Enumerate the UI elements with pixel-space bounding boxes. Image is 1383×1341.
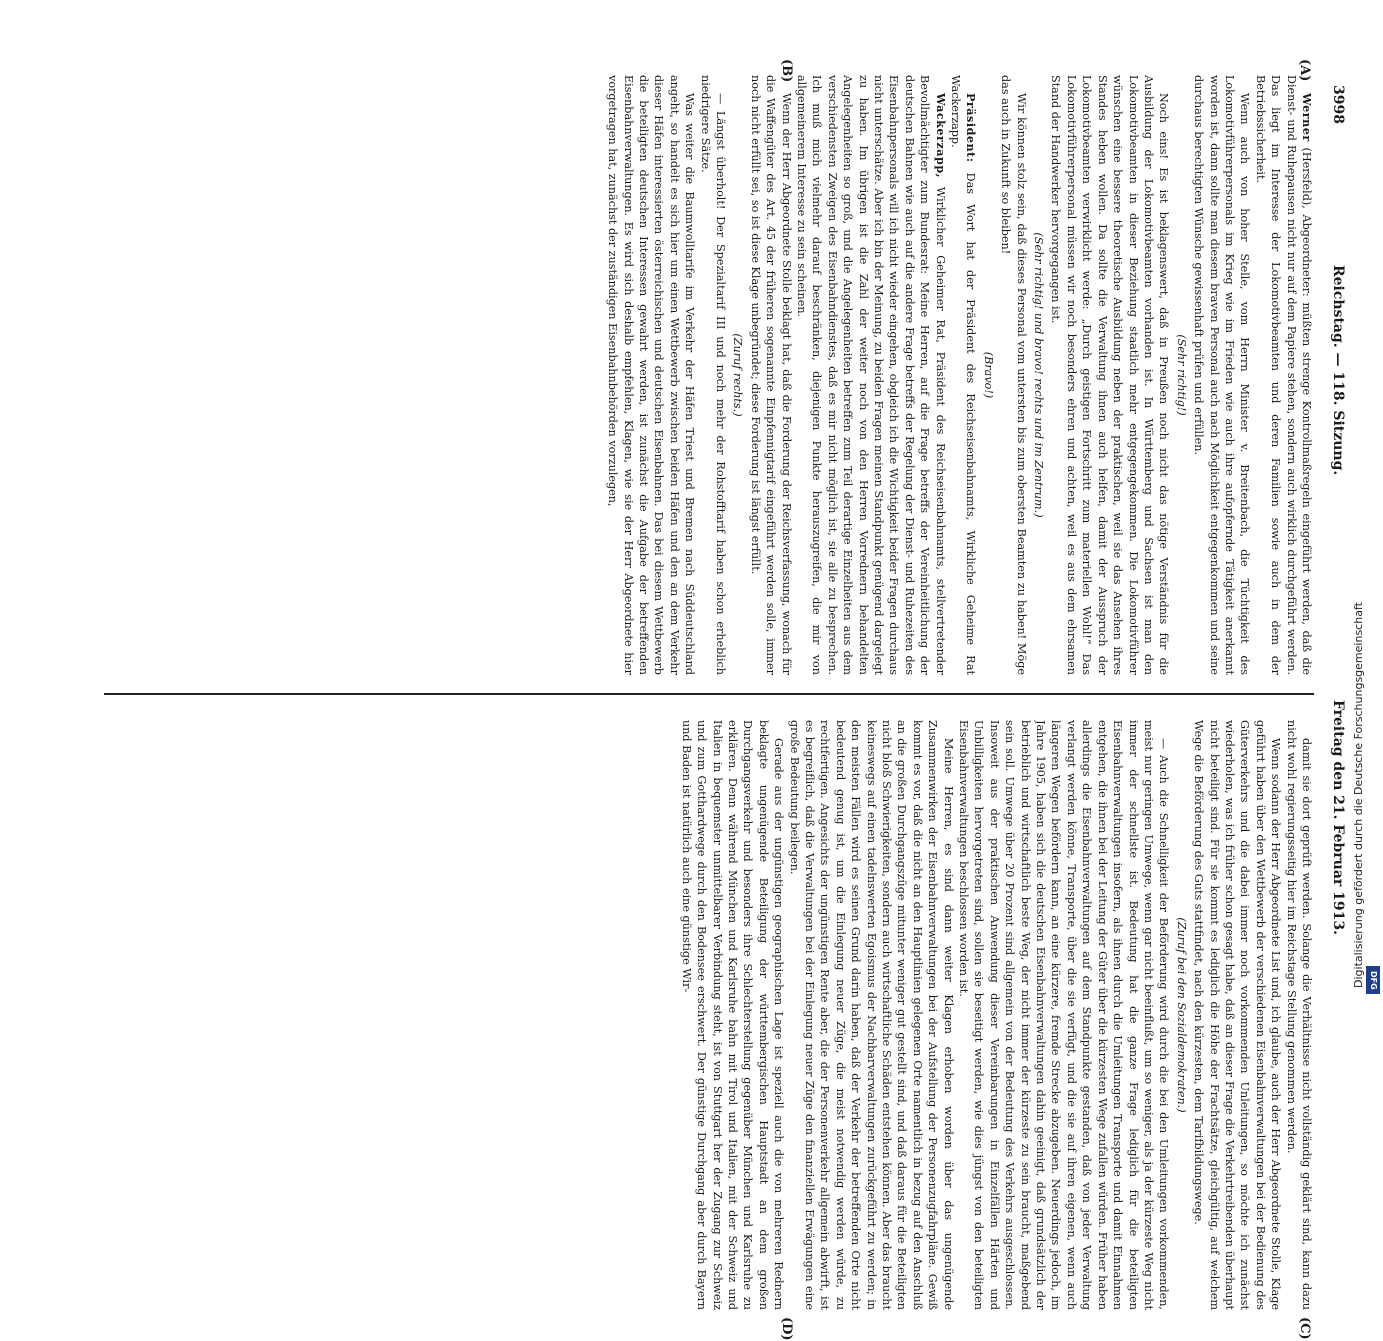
paragraph bbox=[998, 75, 1029, 675]
paragraph-text: — Auch die Schnelligkeit der Beförderung wird durch die bei den Umleitungen vorkommenden, meist nur geringen Umwege, wenn gar nicht beeinflußt, um so weniger, als ja der kürzeste Weg nicht immer der schnellste ist. Bedeutung hat die ganze Frage lediglich für die beteiligten Eisenbahnverwaltungen insofern, als ihnen durch die Umleitungen Transporte und damit Einnahmen entgehen, die ihnen bei der Leitung der Güter über die kürzesten Wege zufallen würden. Früher haben allerdings die Eisenbahnverwaltungen auf dem Standpunkte gestanden, daß von jeder Verwaltung verlangt werden könne, Transporte, über die sie verfügt, und die sie auf ihren eigenen, wenn auch längeren Wegen befördern kann, an eine kürzere, fremde Strecke abzugeben. Neuerdings jedoch, im Jahre 1905, haben sich die deutschen Eisenbahnverwaltungen dahin geeinigt, daß grundsätzlich der betrieblich und wirtschaftlich beste Weg, der nicht immer der kürzeste zu sein braucht, maßgebend sein soll. Umwege über 20 Prozent sind allgemein von der Bedeutung des Verkehrs ausgeschlossen. Insoweit aus der praktischen Anwendung dieser Vereinbarungen in Einzelfällen Härten und Unbilligkeiten hervorgetreten sind, sollen sie beseitigt werden, wie dies jüngst von den beteiligten Eisenbahnverwaltungen beschlossen worden ist. bbox=[957, 720, 1171, 1310]
paragraph-text: Das Wort hat der Präsident des Reichseisenbahnamts, Wirkliche Geheime Rat Wackerzapp. bbox=[949, 75, 978, 675]
paragraph-text: Gerade aus der ungünstigen geographischen Lage ist speziell auch die von mehreren Rednern beklagte ungenügende Beteiligung der württembergischen Hauptstadt an dem großen Durchgangsverkehr und besonders ihre Schlechterstellung gegenüber München und Karlsruhe zu erklären. Denn während München und Karlsruhe bahn mit Tirol und Italien, mit der Schweiz und Italien in bequemster unmittelbarer Verbindung steht, ist von Stuttgart her der Zugang zur Schweiz und zum Gotthardwege durch den Bodensee erschwert. Der günstige Durchgang aber durch Bayern und Baden ist natürlich auch eine günstige Wir- bbox=[679, 720, 786, 1310]
paragraph bbox=[747, 75, 793, 675]
paragraph-text: Wenn der Herr Abgeordnete Stolle beklagt hat, daß die Forderung der Reichsverfassung, wonach für die Waffengüter des Art. 45 der früheren sogenannte Einpfennigtarif eingeführt werden solle, immer noch nicht erfüllt sei, so ist diese Klage unbegründet; diese Forderung ist längst erfüllt. bbox=[748, 75, 793, 675]
paragraph bbox=[794, 75, 948, 675]
paragraph bbox=[980, 75, 995, 675]
paragraph bbox=[730, 75, 745, 675]
session-date: Freitag den 21. Februar 1913. bbox=[1330, 699, 1346, 935]
rotated-newspaper-sheet bbox=[94, 59, 1354, 1341]
right-text-column bbox=[104, 720, 1314, 1310]
paragraph-text: Was weiter die Baumwolltarife im Verkehr der Häfen Triest und Bremen nach Süddeutschland angeht, so handelt es sich hier um einen Wettbewerb zwischen beiden Häfen und den an dem Verkehr dieser Häfen interessierten österreichischen und deutschen Eisenbahnen. Das bei diesem Wettbewerb die beteiligten deutschen Interessen gewahrt werden, ist zunächst die Aufgabe der betreffenden Eisenbahnverwaltungen. Es wird sich deshalb empfehlen, Klagen, wie sie der Herr Abgeordnete hier vorgetragen hat, zunächst der zuständigen Eisenbahnbehörden vorzulegen, bbox=[606, 75, 697, 675]
paragraph-text: damit sie dort geprüft werden. Solange die Verhältnisse nicht vollständig geklärt sind, kann dazu nicht wohl regierungsseitig hier im Reichstage Stellung genommen werden. bbox=[1284, 720, 1313, 1310]
paragraph bbox=[697, 75, 728, 675]
page-header bbox=[1324, 85, 1346, 935]
page-number: 3998 bbox=[1330, 85, 1346, 124]
paragraph-text: (Bravo!) bbox=[981, 351, 995, 399]
paragraph bbox=[1173, 75, 1188, 675]
dfg-logo: DFG bbox=[1366, 966, 1380, 994]
margin-mark-d: (D) bbox=[779, 1317, 794, 1341]
left-text-column bbox=[104, 75, 1314, 675]
paragraph bbox=[786, 720, 955, 1310]
paragraph bbox=[678, 720, 786, 1310]
funding-note-text: Digitalisierung gefördert durch die Deutsche Forschungsgemeinschaft bbox=[1352, 602, 1365, 988]
paragraph-text: (Zuruf rechts.) bbox=[731, 333, 745, 417]
paragraph bbox=[1252, 75, 1314, 675]
paragraph-text: Meine Herren, es sind dann weiter Klagen erhoben worden über das ungenügende Zusammenwirken der Eisenbahnverwaltungen bei der Aufstellung der Personenzugfahrpläne. Gewiß kommt es vor, daß die nicht an den Hauptlinien gelegenen Orte namentlich in bezug auf den Anschluß an die großen Durchgangszüge mitunter weniger gut gestellt sind, und daß daraus für die Beteiligten nicht bloß Schwierigkeiten, sondern auch wirtschaftliche Schäden entstehen können. Aber das braucht keineswegs auf einen tadelnswerten Egoismus der Nachbarverwaltungen zurückgeführt zu werden; in den meisten Fällen wird es seinen Grund darin haben, daß der Verkehr der betreffenden Orte nicht bedeutend genug ist, um die Einlegung neuer Züge, die meist notwendig werden würde, zu rechtfertigen. Angesichts der ungünstigen Rente aber, die der Personenverkehr allgemein abwirft, ist es begreiflich, daß die Verwaltungen bei der Einlegung neuer Züge den finanziellen Erwägungen eine große Bedeutung beilegen. bbox=[787, 720, 955, 1310]
paragraph-text: Noch eins! Es ist beklagenswert, daß in Preußen noch nicht das nötige Verständnis für die Ausbildung der Lokomotivbeamten vorhanden ist. In Württemberg und Sachsen ist man den Lokomotivbeamten in dieser Beziehung staatlich mehr entgegengekommen. Die Lokomotivführer wünschen eine bessere theoretische Ausbildung neben der praktischen, weil sie das Ansehen ihres Standes heben wollen. Da sollte die Verwaltung ihnen auch helfen, damit der Ausspruch der Lokomotivbeamten verwirklicht werde: „Durch geistigen Fortschritt zum materiellen Wohl!“ Das Lokomotivführerpersonal müssen wir noch besonders ehren und achten, weil es aus dem ehrsamen Stand der Handwerker hervorgegangen ist. bbox=[1049, 75, 1171, 675]
paragraph-text: Wirklicher Geheimer Rat, Präsident des Reichseisenbahnamts, stellvertretender Bevollmächtigter zum Bundesrat: Meine Herren, auf die Frage betreffs der Vereinheitlichung der deutschen Bahnen wie auch auf die andere Frage betreffs der Regelung der Dienst- und Ruhezeiten des Eisenbahnpersonals will ich nicht wieder eingehen, obgleich ich die Wichtigkeit beider Fragen durchaus nicht unterschätze. Aber ich bin der Meinung, zu beiden Fragen meinen Standpunkt genügend dargelegt zu haben. Im übrigen ist die Zahl der weiter noch von den Herren Vorrednern behandelten Angelegenheiten so groß, und die Angelegenheiten betreffen zum Teil derartige Einzelheiten aus dem verschiedensten Zweigen des Eisenbahndienstes, daß es mir nicht möglich ist, sie alle zu besprechen. Ich muß mich vielmehr darauf beschränken, diejenigen Punkte herauszugreifen, die mir von allgemeinerem Interesse zu sein scheinen. bbox=[795, 75, 947, 675]
paragraph-text: (Hersfeld), Abgeordneter: müßten strenge Kontrollmaßregeln eingeführt werden, daß die Dienst- und Ruhepausen nicht nur auf dem Papiere stehen, sondern auch wirklich durchgeführt werden. Das liegt im Interesse der Lokomotivbeamten und deren Familien sowie auch in dem der Betriebssicherheit. bbox=[1253, 75, 1313, 675]
speaker-name: Werner bbox=[1300, 93, 1314, 142]
paragraph bbox=[1191, 75, 1253, 675]
margin-mark-c: (C) bbox=[1297, 1317, 1312, 1340]
speaker-name: Präsident: bbox=[964, 93, 979, 163]
paragraph bbox=[1048, 75, 1171, 675]
paragraph bbox=[948, 75, 979, 675]
paragraph-text: Wenn sodann der Herr Abgeordnete List und, ich glaube, auch der Herr Abgeordnete Stolle, Klage geführt haben über den Wettbewerb der verschiedenen Eisenbahnverwaltungen bei der Bedienung des Güterverkehrs und die dabei immer noch vorkommenden Unleitungen, so möchte ich zunächst wiederholen, was ich früher schon gesagt habe, daß an dieser Frage die Verkehrtreibenden überhaupt nicht beteiligt sind. Für sie kommt es lediglich die Höhe der Frachtsätze, gleichgültig, auf welchem Wege die Beförderung des Guts stattfindet, nach den kürzesten, dem Tarifbildungswege. bbox=[1192, 720, 1283, 1310]
margin-mark-a: (A) bbox=[1297, 59, 1312, 82]
paragraph-text: Wenn auch von hoher Stelle, vom Herrn Minister v. Breitenbach, die Tüchtigkeit des Lokomotivführerpersonals im Krieg wie im Frieden wie auch ihre aufopfernde Tätigkeit anerkannt worden ist, dann sollte man diesem braven Personal auch nach Möglichkeit entgegenkommen und seine durchaus berechtigten Wünsche gewissenhaft prüfen und erfüllen. bbox=[1192, 75, 1252, 675]
speaker-name: Wackerzapp, bbox=[933, 93, 948, 179]
paragraph bbox=[1031, 75, 1046, 675]
running-title: Reichstag. — 118. Sitzung. bbox=[1330, 265, 1346, 476]
paragraph bbox=[1283, 720, 1314, 1310]
paragraph-text: (Sehr richtig!) bbox=[1174, 334, 1188, 416]
paragraph-text: — Längst überholt! Der Spezialtarif III und noch mehr der Rohstofftarif haben schon erheblich niedrigere Sätze. bbox=[698, 75, 727, 675]
paragraph bbox=[605, 75, 697, 675]
column-divider bbox=[104, 693, 1314, 695]
paragraph bbox=[1173, 720, 1188, 1310]
margin-mark-b: (B) bbox=[779, 59, 794, 83]
paragraph-text: (Sehr richtig! und bravo! rechts und im Zentrum.) bbox=[1032, 232, 1046, 518]
paragraph-text: Wir können stolz sein, daß dieses Personal vom untersten bis zum obersten Beamten zu haben! Möge das auch in Zukunft so bleiben! bbox=[999, 75, 1028, 675]
paragraph bbox=[956, 720, 1172, 1310]
paragraph-text: (Zuruf bei den Sozialdemokraten.) bbox=[1174, 917, 1188, 1113]
funding-note bbox=[1352, 8, 1368, 992]
paragraph bbox=[1191, 720, 1283, 1310]
